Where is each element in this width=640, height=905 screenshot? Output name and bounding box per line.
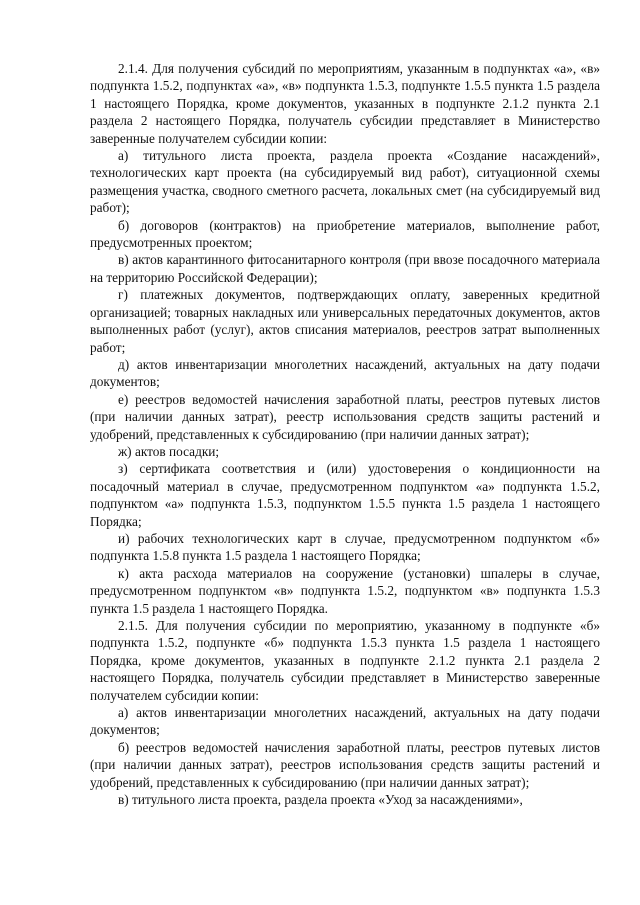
list-item-v: в) актов карантинного фитосанитарного контроля (при ввозе посадочного материала на территорию Российской Федерации);	[90, 252, 600, 285]
list-item-b: б) договоров (контрактов) на приобретение материалов, выполнение работ, предусмотренных проектом;	[90, 217, 600, 251]
list-item-k: к) акта расхода материалов на сооружение (установки) шпалеры в случае, предусмотренном подпунктом «в» подпункта 1.5.2, подпунктом «в» подпункта 1.5.3 пункта 1.5 раздела 1 настоящего Порядка.	[90, 565, 600, 616]
list-item-b-2: б) реестров ведомостей начисления заработной платы, реестров путевых листов (при наличии данных затрат), реестров использования средств защиты растений и удобрений, представленных к субсидированию (при наличии данных затрат);	[90, 739, 600, 790]
list-item-e: е) реестров ведомостей начисления заработной платы, реестров путевых листов (при наличии данных затрат), реестр использования средств защиты растений и удобрений, представленных к субсидированию (при наличии данных затрат);	[90, 391, 600, 442]
list-item-g: г) платежных документов, подтверждающих оплату, заверенных кредитной организацией; товарных накладных или универсальных передаточных документов, актов выполненных работ (услуг), актов списания материалов, реестров затрат выполненных работ;	[90, 287, 600, 355]
list-item-a-2: а) актов инвентаризации многолетних насаждений, актуальных на дату подачи документов;	[90, 705, 600, 738]
list-item-d: д) актов инвентаризации многолетних насаждений, актуальных на дату подачи документов;	[90, 356, 600, 390]
list-item-z: з) сертификата соответствия и (или) удостоверения о кондиционности на посадочный материал в случае, предусмотренном подпунктом «а» подпункта 1.5.2, подпунктом «а» подпункта 1.5.3, подпунктом 1.5.5 пункта 1.5 раздела 1 настоящего Порядка;	[90, 461, 600, 529]
document-page	[90, 60, 600, 808]
paragraph-2-1-5: 2.1.5. Для получения субсидии по мероприятию, указанному в подпункте «б» подпункта 1.5.2, подпункте «б» подпункта 1.5.3 пункта 1.5 раздела 1 настоящего Порядка, кроме документов, указанных в подпункте 2.1.2 пункта 2.1 раздела 2 настоящего Порядка, получатель субсидии представляет в Министерство заверенные получателем субсидии копии:	[90, 618, 600, 703]
list-item-i: и) рабочих технологических карт в случае, предусмотренном подпунктом «б» подпункта 1.5.8 пункта 1.5 раздела 1 настоящего Порядка;	[90, 530, 600, 564]
list-item-v-2: в) титульного листа проекта, раздела проекта «Уход за насаждениями»,	[118, 792, 523, 808]
list-item-zh: ж) актов посадки;	[118, 443, 220, 459]
list-item-a: а) титульного листа проекта, раздела проекта «Создание насаждений», технологических карт проекта (на субсидируемый вид работ), ситуационной схемы размещения участка, сводного сметного расчета, локальных смет (на субсидируемый вид работ);	[90, 148, 600, 216]
paragraph-2-1-4: 2.1.4. Для получения субсидий по мероприятиям, указанным в подпунктах «а», «в» подпункта 1.5.2, подпунктах «а», «в» подпункта 1.5.3, подпункте 1.5.5 пункта 1.5 раздела 1 настоящего Порядка, кроме документов, указанных в подпункте 2.1.2 пункта 2.1 раздела 2 настоящего Порядка, получатель субсидии представляет в Министерство заверенные получателем субсидии копии:	[90, 61, 600, 146]
